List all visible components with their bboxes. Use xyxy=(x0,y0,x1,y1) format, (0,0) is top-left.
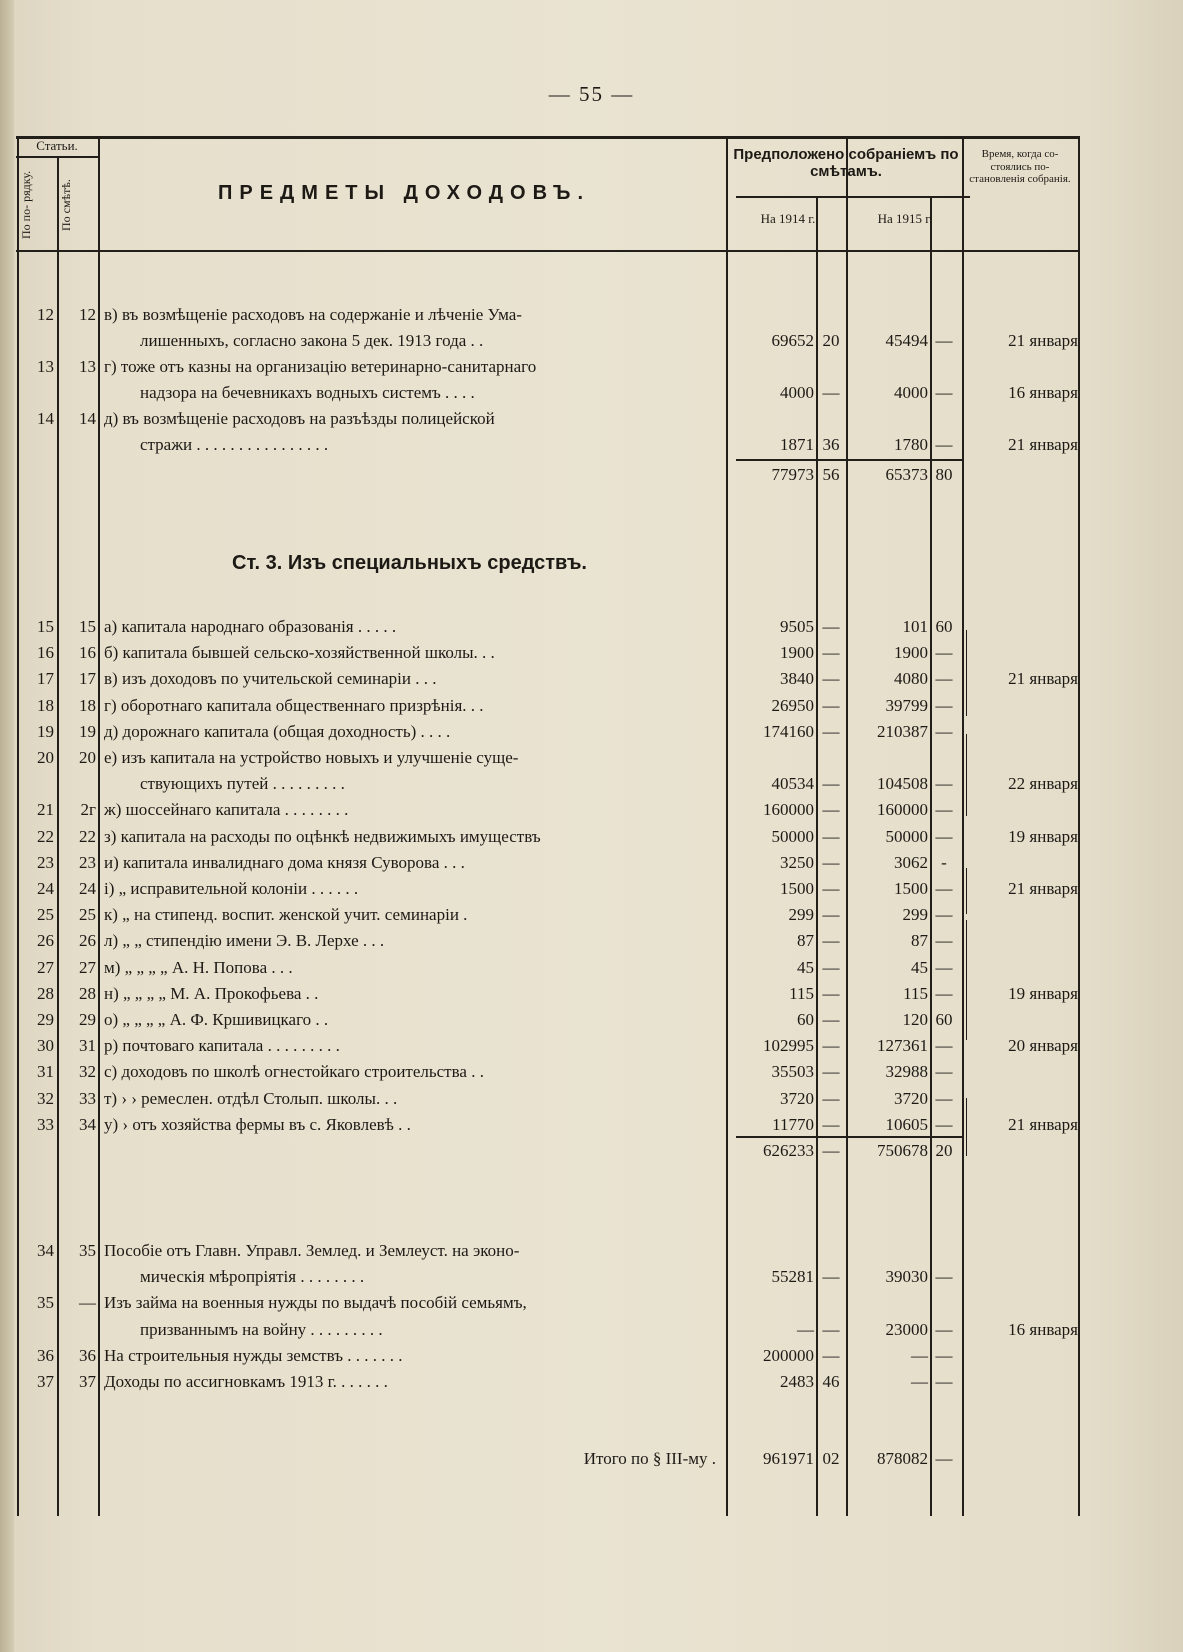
header-1914: На 1914 г. xyxy=(760,211,816,226)
table-top-rule xyxy=(16,136,1078,139)
date-bracket xyxy=(966,630,967,716)
table-row: 12 12 в) въ возмѣщеніе расходовъ на содержаніе и лѣченіе Ума- xyxy=(37,305,522,324)
subtotal-rule xyxy=(736,459,962,461)
table-row: 29 29 о) „ „ „ „ А. Ф. Кршивицкаго . . 60 — 120 60 xyxy=(37,1010,953,1029)
table-row: 24 24 і) „ исправительной колоніи . . . . . . 1500 — 1500 — 21 января xyxy=(37,879,1078,898)
table-row: 16 16 б) капитала бывшей сельско-хозяйственной школы. . . 1900 — 1900 — xyxy=(37,643,953,663)
header-1915: На 1915 г. xyxy=(877,211,933,226)
table-row: 34 35 Пособіе отъ Главн. Управл. Землед. и Землеуст. на эконо- xyxy=(37,1241,520,1260)
table-row: 23 23 и) капитала инвалиднаго дома князя Суворова . . . 3250 — 3062 - xyxy=(37,852,947,872)
table-row: 15 15 а) капитала народнаго образованія . . . . . 9505 — 101 60 xyxy=(37,617,953,636)
table-row: 27 27 м) „ „ „ „ А. Н. Попова . . . 45 — 45 — xyxy=(37,957,953,977)
table-row: лишенныхъ, согласно закона 5 дек. 1913 года . . 69652 20 45494 — 21 января xyxy=(140,331,1078,350)
header-statyi: Статьи. xyxy=(36,138,78,153)
table-row: 22 22 з) капитала на расходы по оцѣнкѣ недвижимыхъ имуществъ 50000 — 50000 — 19 января xyxy=(37,826,1078,846)
date-bracket xyxy=(966,1098,967,1156)
table-row: мическія мѣропріятія . . . . . . . . 55281 — 39030 — xyxy=(140,1267,953,1287)
table-row: 19 19 д) дорожнаго капитала (общая доходность) . . . . 174160 — 210387 — xyxy=(37,721,953,741)
table-row: 21 2г ж) шоссейнаго капитала . . . . . . . . 160000 — 160000 — xyxy=(37,800,953,820)
header-vremya: Время, когда со- стоялись по- становленія собранія. xyxy=(969,148,1071,186)
table-row: 26 26 л) „ „ стипендію имени Э. В. Лерхе . . . 87 — 87 — xyxy=(37,931,953,951)
table-row: надзора на бечевникахъ водныхъ системъ . . . . 4000 — 4000 — 16 января xyxy=(140,383,1078,402)
table-row: 18 18 г) оборотнаго капитала общественнаго призрѣнія. . . 26950 — 39799 — xyxy=(37,695,953,715)
table-row: 28 28 н) „ „ „ „ М. А. Прокофьева . . 115 — 115 — 19 января xyxy=(37,983,1078,1003)
header-predpolozheno: Предположено собраніемъ по смѣтамъ. xyxy=(733,146,959,181)
table-row: 32 33 т) › › ремеслен. отдѣл Столып. школы. . . 3720 — 3720 — xyxy=(37,1088,953,1108)
table-row: 20 20 е) изъ капитала на устройство новыхъ и улучшеніе суще- xyxy=(37,748,519,767)
section-title: Ст. 3. Изъ специальныхъ средствъ. xyxy=(232,552,587,574)
predpol-rule xyxy=(736,196,970,198)
table-row: 37 37 Доходы по ассигновкамъ 1913 г. . . . . . . 2483 46 — — xyxy=(37,1372,953,1391)
total-row: Итого по § III-му . 961971 02 878082 — xyxy=(583,1449,953,1468)
header-po-poryadku: По по- рядку. xyxy=(19,170,33,240)
header-title: ПРЕДМЕТЫ ДОХОДОВЪ. xyxy=(217,182,590,204)
header-po-smete: По смѣтѣ. xyxy=(59,179,73,231)
date-bracket xyxy=(966,868,967,914)
table-row: 36 36 На строительныя нужды земствъ . . . . . . . 200000 — — — xyxy=(37,1345,953,1365)
table-row: 30 31 р) почтоваго капитала . . . . . . . . . 102995 — 127361 — 20 января xyxy=(37,1036,1078,1056)
table-row: 35 — Изъ займа на военныя нужды по выдачѣ пособій семьямъ, xyxy=(37,1293,527,1313)
table-row: 25 25 к) „ на стипенд. воспит. женской учит. семинаріи . 299 — 299 — xyxy=(37,905,953,925)
date-bracket xyxy=(966,920,967,1040)
table-row: 31 32 с) доходовъ по школѣ огнестойкаго строительства . . 35503 — 32988 — xyxy=(37,1062,953,1082)
date-bracket xyxy=(966,734,967,816)
page-number: — 55 — xyxy=(548,82,635,106)
table-row: 17 17 в) изъ доходовъ по учительской семинаріи . . . 3840 — 4080 — 21 января xyxy=(37,669,1078,689)
subtotal-row: 77973 56 65373 80 xyxy=(771,465,953,484)
header-bottom-rule xyxy=(16,250,1078,252)
table-row: призваннымъ на войну . . . . . . . . . — — 23000 — 16 января xyxy=(140,1319,1078,1339)
subtotal-row: 626233 — 750678 20 xyxy=(0,1138,1183,1164)
table-row: ствующихъ путей . . . . . . . . . 40534 — 104508 — 22 января xyxy=(140,774,1078,794)
table-row: 13 13 г) тоже отъ казны на организацію ветеринарно-санитарнаго xyxy=(37,357,537,376)
table-row: 14 14 д) въ возмѣщеніе расходовъ на разъѣзды полицейской xyxy=(37,409,495,428)
subtotal-rule xyxy=(736,1136,962,1138)
table-row: стражи . . . . . . . . . . . . . . . . 1871 36 1780 — 21 января xyxy=(140,435,1078,454)
table-row: 33 34 у) › отъ хозяйства фермы въ с. Яковлевѣ . . 11770 — 10605 — 21 января xyxy=(37,1114,1078,1134)
